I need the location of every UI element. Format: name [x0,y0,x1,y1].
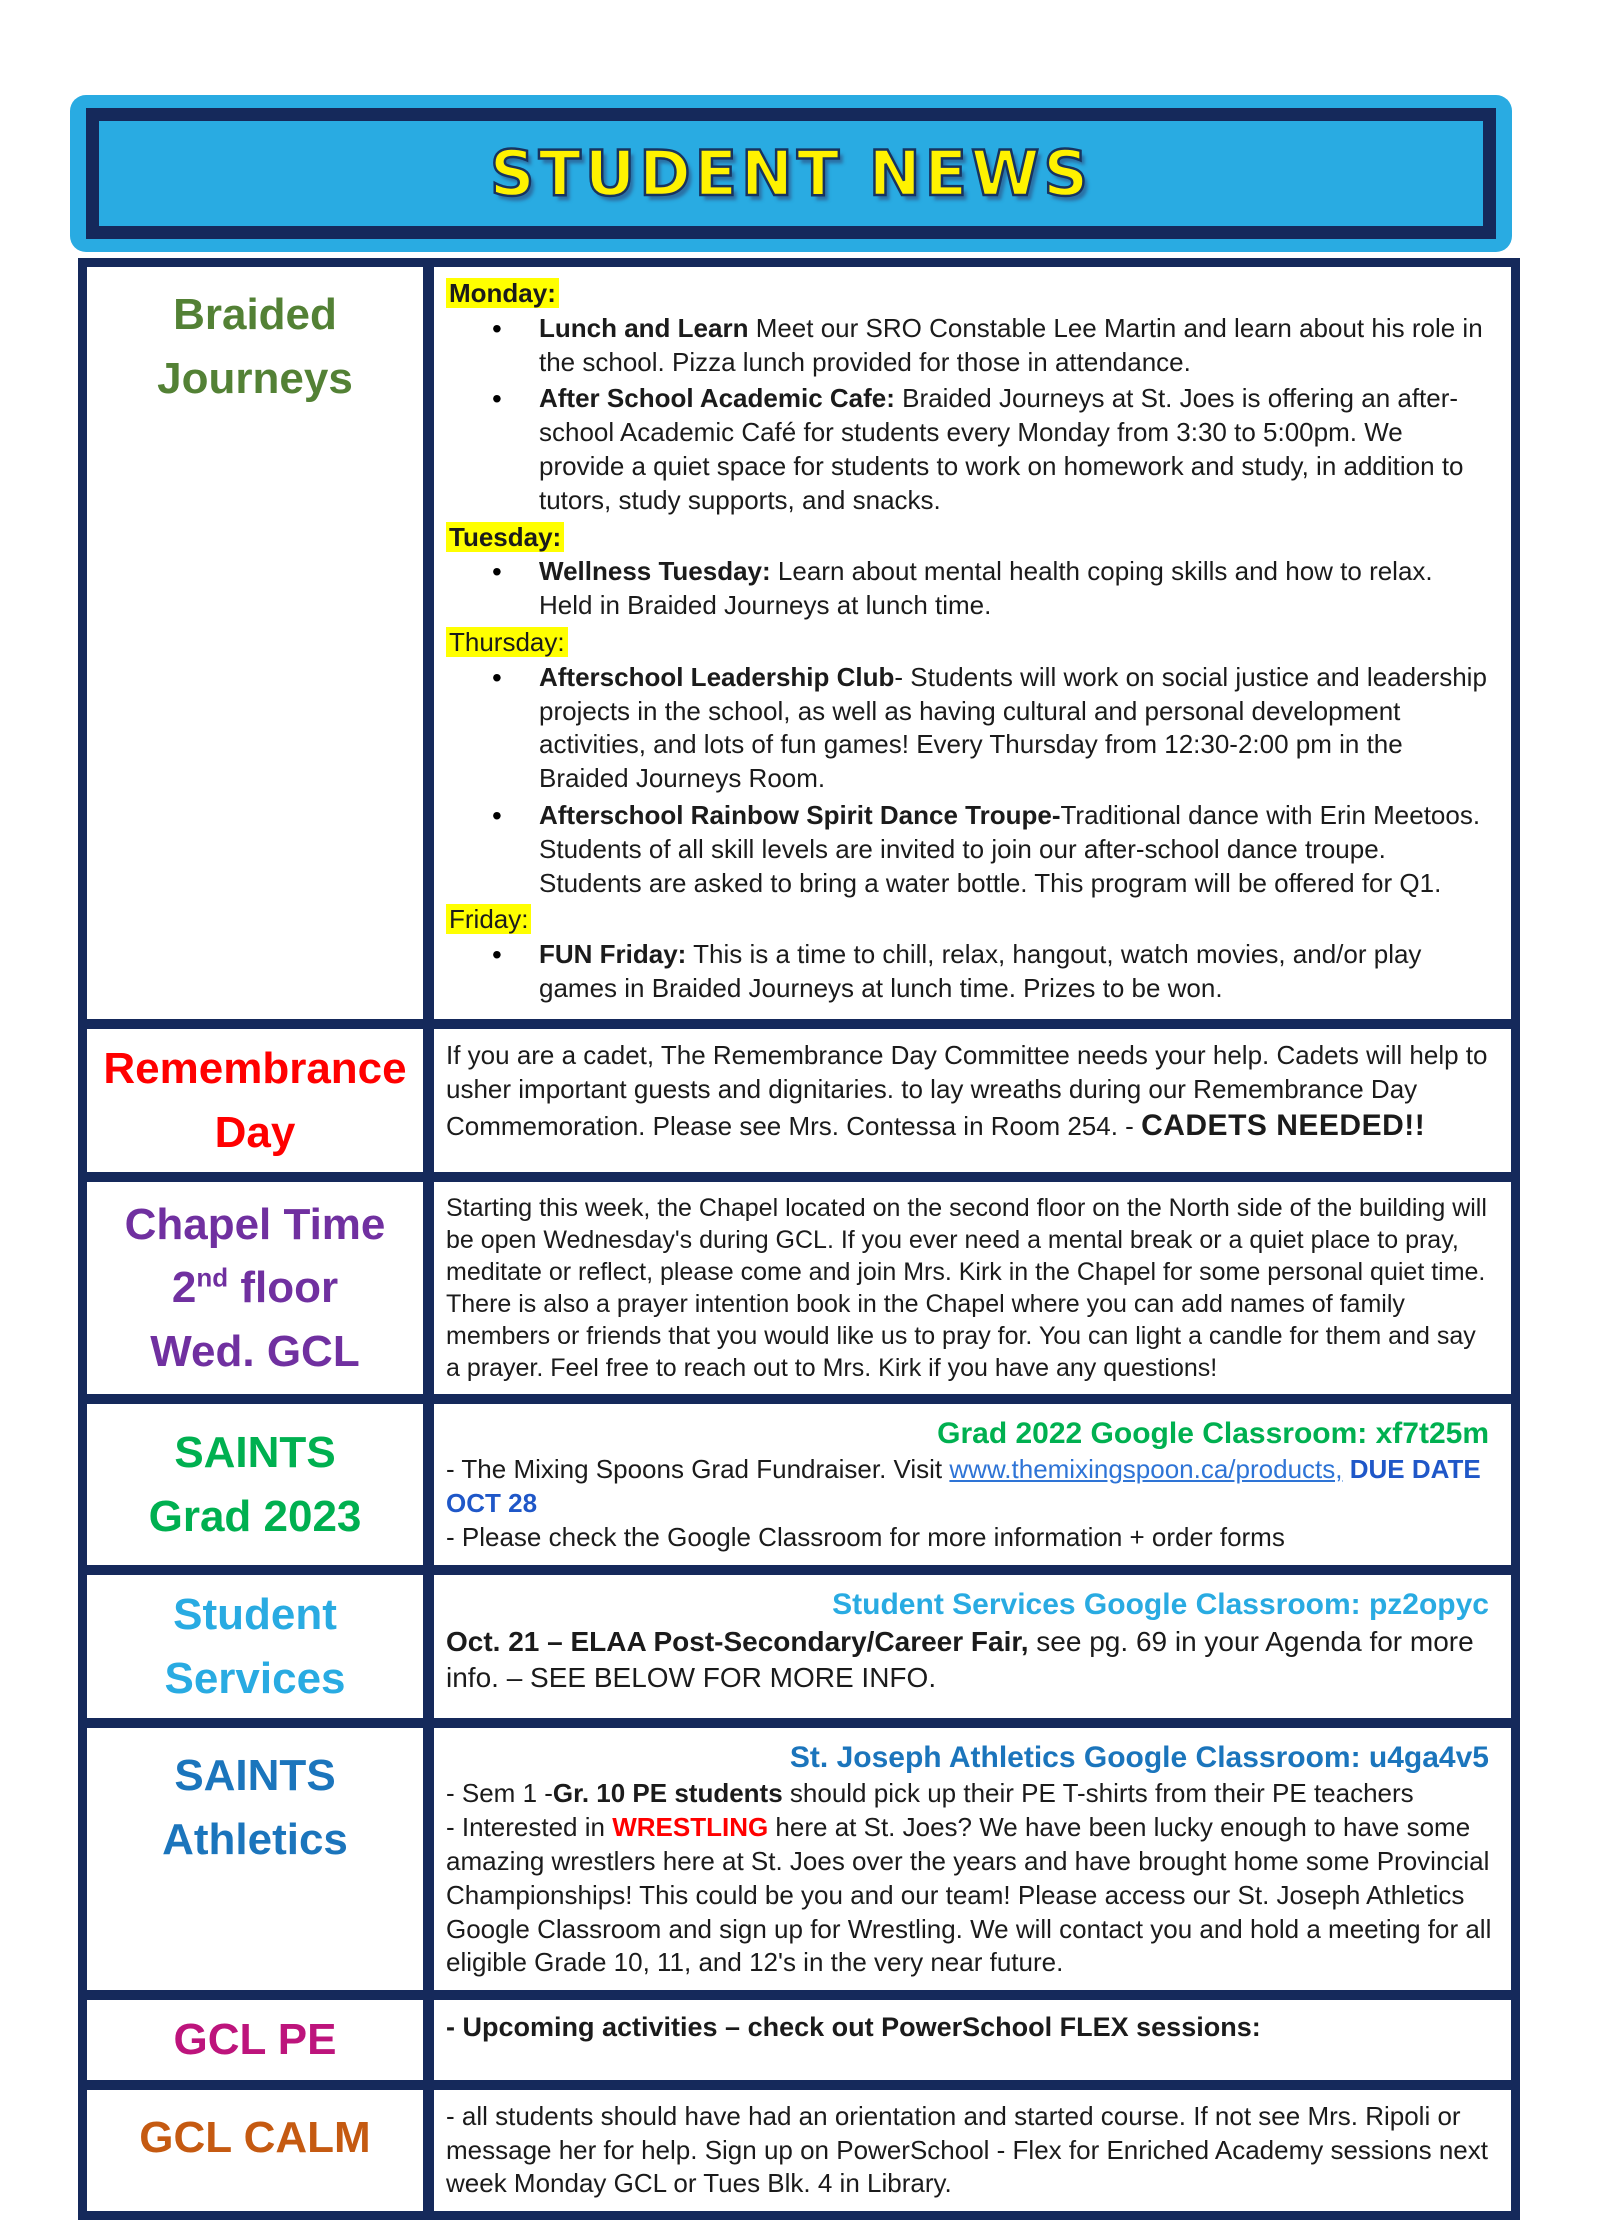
chapel-label-line3: Wed. GCL [150,1327,360,1377]
gclpe-label: GCL PE [173,2015,337,2065]
athletics-wrestling-line: - Interested in WRESTLING here at St. Joes? We have been lucky enough to have some amazing wrestlers here at St. Joes over the years and have brought home some Provincial Championships! This could be you and our team! Please access our St. Joseph Athletics Google Classroom and sign up for Wrestling. We will contact you and hold a meeting for all eligible Grade 10, 11, and 12's in the very near future. [446,1812,1492,1978]
section-content-braided-journeys [434,267,1511,1019]
day-heading-monday: Monday: [446,277,1493,311]
banner-inner-frame [86,108,1496,239]
chapel-label-line2: 2nd floor [171,1262,339,1313]
section-label-saints-athletics [87,1728,423,1990]
remembrance-label-line1: Remembrance [103,1043,407,1093]
day-heading-friday: Friday: [446,903,1493,937]
due-date-text: DUE DATE OCT 28 [446,1454,1481,1519]
grad-info-line: - Please check the Google Classroom for more information + order forms [446,1521,1285,1552]
day-heading-thursday: Thursday: [446,626,1493,660]
section-content-chapel-time [434,1182,1511,1394]
monday-bullet-list [446,312,1493,518]
grad-fundraiser-line: - The Mixing Spoons Grad Fundraiser. Visit www.themixingspoon.ca/products, DUE DATE OCT 28 [446,1454,1481,1519]
gclcalm-text: - all students should have had an orientation and started course. If not see Mrs. Ripoli or message her for help. Sign up on PowerSchool - Flex for Enriched Academy sessions next week Monday GCL or Tues Blk. 4 in Library. [446,2100,1488,2199]
section-content-saints-grad [434,1404,1511,1564]
section-content-gcl-pe: - Upcoming activities – check out PowerSchool FLEX sessions: [434,2000,1511,2080]
athletics-pe-shirts-line: - Sem 1 -Gr. 10 PE students should pick up their PE T-shirts from their PE teachers [446,1778,1414,1809]
list-item: • Wellness Tuesday: Learn about mental health coping skills and how to relax. Held in Braided Journeys at lunch time. [446,555,1493,623]
athletics-label-line2: Athletics [162,1815,348,1865]
braided-label-line1: Braided [173,290,337,339]
services-career-fair-line: Oct. 21 – ELAA Post-Secondary/Career Fair, see pg. 69 in your Agenda for more info. – SEE BELOW FOR MORE INFO. [446,1625,1474,1694]
list-item: • After School Academic Cafe: Braided Journeys at St. Joes is offering an after-school Academic Café for students every Monday from 3:30 to 5:00pm. We provide a quiet space for students to work on homework and study, in addition to tutors, study supports, and snacks. [446,382,1493,517]
section-content-student-services [434,1575,1511,1719]
grad-label-line1: SAINTS [174,1427,336,1477]
athletics-label-line1: SAINTS [174,1751,336,1801]
section-content-saints-athletics [434,1728,1511,1990]
chapel-text: Starting this week, the Chapel located on the second floor on the North side of the building will be open Wednesday's during GCL. If you ever need a mental break or a quiet place to pray, meditate or reflect, please come and join Mrs. Kirk in the Chapel for some personal quiet time. There is also a prayer intention book in the Chapel where you can add names of family members or friends that you would like us to pray for. You can light a candle for them and say a prayer. Feel free to reach out to Mrs. Kirk if you have any questions! [446,1194,1487,1383]
thursday-bullet-list [446,661,1493,901]
list-item: • Afterschool Leadership Club- Students will work on social justice and leadership projects in the school, as well as having cultural and personal development activities, and lots of fun games! Every Thursday from 12:30-2:00 pm in the Braided Journeys Room. [446,661,1493,796]
section-content-gcl-calm [434,2090,1511,2211]
grad-label-line2: Grad 2023 [148,1491,362,1541]
list-item: • Afterschool Rainbow Spirit Dance Troupe-Traditional dance with Erin Meetoos. Students of all skill levels are invited to join our after-school dance troupe. Students are asked to bring a water bottle. This program will be offered for Q1. [446,799,1493,900]
section-label-braided-journeys [87,267,423,1019]
section-label-remembrance-day [87,1029,423,1173]
services-classroom-code-heading: Student Services Google Classroom: pz2opyc [832,1587,1489,1621]
remembrance-label-line2: Day [214,1107,296,1157]
section-label-saints-grad [87,1404,423,1564]
wrestling-callout: WRESTLING [612,1812,769,1843]
section-label-student-services [87,1575,423,1719]
student-news-banner [70,95,1512,252]
grad-classroom-code-heading: Grad 2022 Google Classroom: xf7t25m [937,1417,1489,1451]
tuesday-bullet-list [446,555,1493,623]
braided-label-line2: Journeys [157,353,353,403]
list-item: • Lunch and Learn Meet our SRO Constable Lee Martin and learn about his role in the school. Pizza lunch provided for those in attendance. [446,312,1493,380]
gclcalm-label: GCL CALM [139,2112,371,2162]
mixing-spoon-link[interactable]: www.themixingspoon.ca/products, [949,1454,1343,1485]
services-label-line2: Services [164,1653,346,1703]
section-label-gcl-pe [87,2000,423,2080]
section-content-remembrance-day [434,1029,1511,1173]
day-heading-tuesday: Tuesday: [446,521,1493,555]
gclpe-flex-line: - Upcoming activities – check out PowerSchool FLEX sessions [446,2012,1252,2043]
section-label-gcl-calm [87,2090,423,2211]
page-title: STUDENT NEWS [489,137,1093,210]
chapel-label-line1: Chapel Time [124,1199,386,1249]
news-table [78,258,1520,2220]
cadets-needed-callout: CADETS NEEDED!! [1141,1109,1426,1143]
friday-bullet-list [446,938,1493,1006]
list-item: • FUN Friday: This is a time to chill, relax, hangout, watch movies, and/or play games in Braided Journeys at lunch time. Prizes to be won. [446,938,1493,1006]
services-label-line1: Student [173,1589,337,1639]
section-label-chapel-time [87,1182,423,1394]
remembrance-text: If you are a cadet, The Remembrance Day Committee needs your help. Cadets will help to usher important guests and dignitaries. to lay wreaths during our Remembrance Day Commemoration. Please see Mrs. Contessa in Room 254. - [446,1039,1488,1142]
athletics-classroom-code-heading: St. Joseph Athletics Google Classroom: u4ga4v5 [789,1741,1489,1775]
